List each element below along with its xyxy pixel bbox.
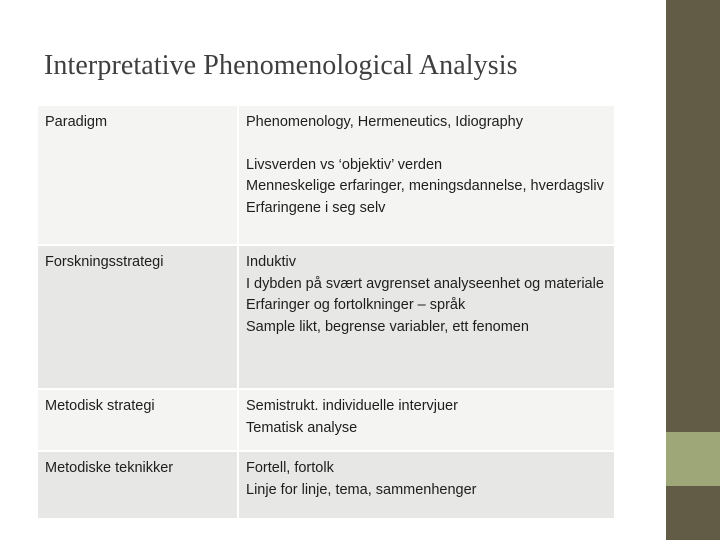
row-label: Paradigm xyxy=(37,105,238,245)
content-line: I dybden på svært avgrenset analyseenhet og materiale xyxy=(246,275,604,292)
row-label: Metodiske teknikker xyxy=(37,451,238,519)
content-line: Linje for linje, tema, sammenhenger xyxy=(246,481,477,498)
row-label: Forskningsstrategi xyxy=(37,245,238,389)
table-row-forskningsstrategi xyxy=(37,245,615,389)
ipa-table xyxy=(36,104,616,520)
row-content xyxy=(238,451,615,519)
content-line: Menneskelige erfaringer, meningsdannelse, hverdagsliv xyxy=(246,178,604,194)
content-line: Erfaringene i seg selv xyxy=(246,199,386,216)
content-line: Livsverden vs ‘objektiv’ verden xyxy=(246,156,443,173)
row-content xyxy=(238,245,615,389)
table-row-metodiske-teknikker xyxy=(37,451,615,519)
content-line: Sample likt, begrense variabler, ett fenomen xyxy=(246,318,529,335)
row-label: Metodisk strategi xyxy=(37,389,238,451)
content-line: Semistrukt. individuelle intervjuer xyxy=(246,398,458,414)
sidebar-accent-block xyxy=(666,432,720,486)
blank-line xyxy=(246,134,608,155)
table-row-metodisk-strategi xyxy=(37,389,615,451)
content-line: Fortell, fortolk xyxy=(246,460,334,476)
table-row-paradigm xyxy=(37,105,615,245)
content-line: Phenomenology, Hermeneutics, Idiography xyxy=(246,114,524,130)
row-content xyxy=(238,389,615,451)
content-line: Erfaringer og fortolkninger – språk xyxy=(246,297,466,313)
content-line: Tematisk analyse xyxy=(246,419,358,436)
row-content xyxy=(238,105,615,245)
content-line: Induktiv xyxy=(246,254,296,270)
slide-title: Interpretative Phenomenological Analysis xyxy=(44,50,518,81)
